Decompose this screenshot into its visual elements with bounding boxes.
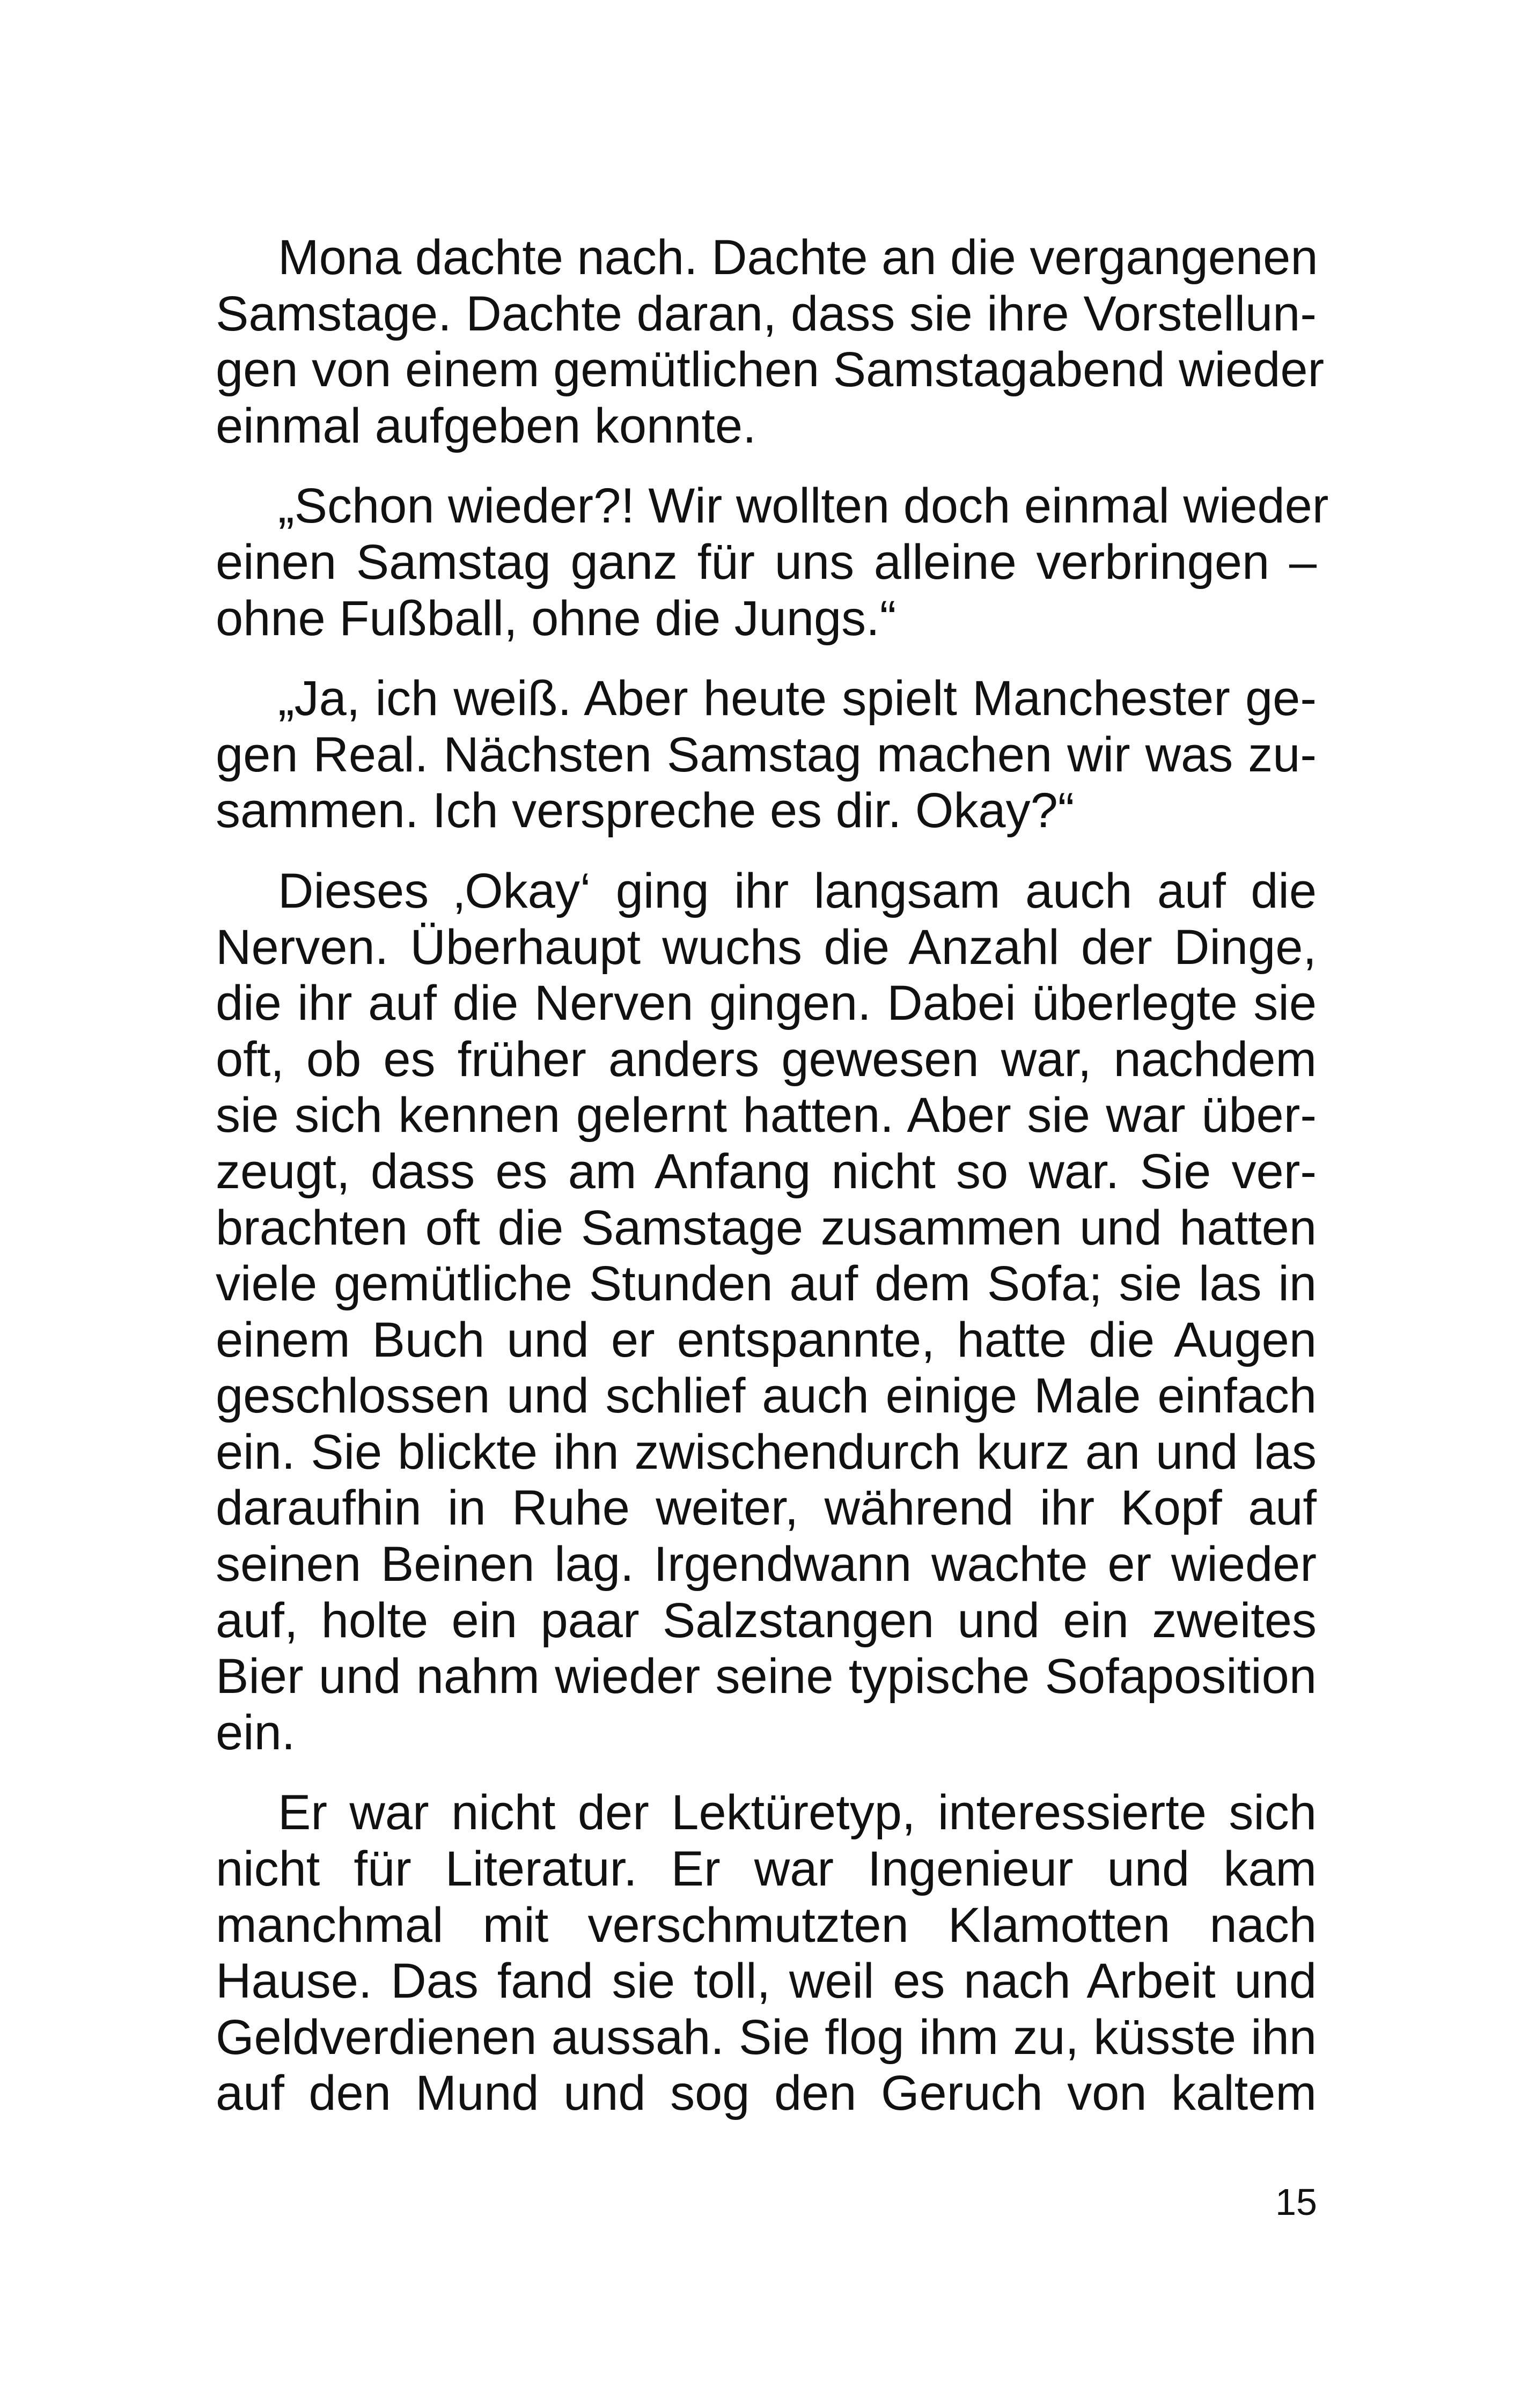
paragraph-gap <box>216 646 1317 671</box>
text-line: Bier und nahm wieder seine typische Sofaposition <box>216 1649 1317 1704</box>
text-line: seinen Beinen lag. Irgendwann wachte er wieder <box>216 1537 1317 1592</box>
text-line: „Ja, ich weiß. Aber heute spielt Manchester ge- <box>278 671 1317 726</box>
text-line: ein. Sie blickte ihn zwischendurch kurz an und las <box>216 1424 1317 1479</box>
text-line: Geldverdienen aussah. Sie flog ihm zu, küsste ihn <box>216 2009 1317 2065</box>
paragraph-gap <box>216 1761 1317 1785</box>
text-line: Samstage. Dachte daran, dass sie ihre Vorstellun- <box>216 286 1317 341</box>
paragraph <box>216 230 1325 454</box>
text-line: viele gemütliche Stunden auf dem Sofa; sie las in <box>216 1256 1317 1312</box>
body-text <box>216 230 1329 2122</box>
text-line: daraufhin in Ruhe weiter, während ihr Kopf auf <box>216 1481 1317 1536</box>
text-line: manchmal mit verschmutzten Klamotten nach <box>216 1897 1317 1953</box>
text-line: Nerven. Überhaupt wuchs die Anzahl der Dinge, <box>216 919 1317 975</box>
paragraph <box>216 1785 1317 2122</box>
paragraph-gap <box>216 454 1317 478</box>
text-line: nicht für Literatur. Er war Ingenieur und kam <box>216 1842 1317 1897</box>
text-line: zeugt, dass es am Anfang nicht so war. Sie ver- <box>216 1144 1317 1199</box>
text-line: „Schon wieder?! Wir wollten doch einmal wieder <box>278 478 1329 534</box>
text-line: auf, holte ein paar Salzstangen und ein zweites <box>216 1593 1317 1648</box>
text-line: auf den Mund und sog den Geruch von kaltem <box>216 2066 1317 2121</box>
paragraph <box>216 478 1329 646</box>
text-line: brachten oft die Samstage zusammen und hatten <box>216 1200 1317 1255</box>
text-line: Mona dachte nach. Dachte an die vergangenen <box>278 230 1318 285</box>
text-line: die ihr auf die Nerven gingen. Dabei überlegte sie <box>216 976 1317 1031</box>
text-line: Hause. Das fand sie toll, weil es nach Arbeit und <box>216 1954 1317 2009</box>
paragraph <box>216 863 1317 1761</box>
text-line: sie sich kennen gelernt hatten. Aber sie war über- <box>216 1088 1317 1143</box>
text-line: Er war nicht der Lektüretyp, interessierte sich <box>278 1785 1317 1840</box>
text-line: einmal aufgeben konnte. <box>216 398 756 453</box>
text-line: gen Real. Nächsten Samstag machen wir was zu- <box>216 727 1317 782</box>
text-line: ein. <box>216 1705 296 1760</box>
text-line: sammen. Ich verspreche es dir. Okay?“ <box>216 783 1075 838</box>
text-line: oft, ob es früher anders gewesen war, nachdem <box>216 1032 1317 1087</box>
text-line: gen von einem gemütlichen Samstagabend wieder <box>216 342 1325 397</box>
text-line: geschlossen und schlief auch einige Male einfach <box>216 1368 1317 1424</box>
paragraph-gap <box>216 839 1317 863</box>
paragraph <box>216 671 1317 839</box>
text-line: einen Samstag ganz für uns alleine verbringen – <box>216 534 1317 590</box>
text-line: einem Buch und er entspannte, hatte die Augen <box>216 1312 1317 1367</box>
page-number: 15 <box>1275 2181 1317 2223</box>
text-line: Dieses ‚Okay‘ ging ihr langsam auch auf die <box>278 863 1317 918</box>
text-line: ohne Fußball, ohne die Jungs.“ <box>216 591 897 646</box>
